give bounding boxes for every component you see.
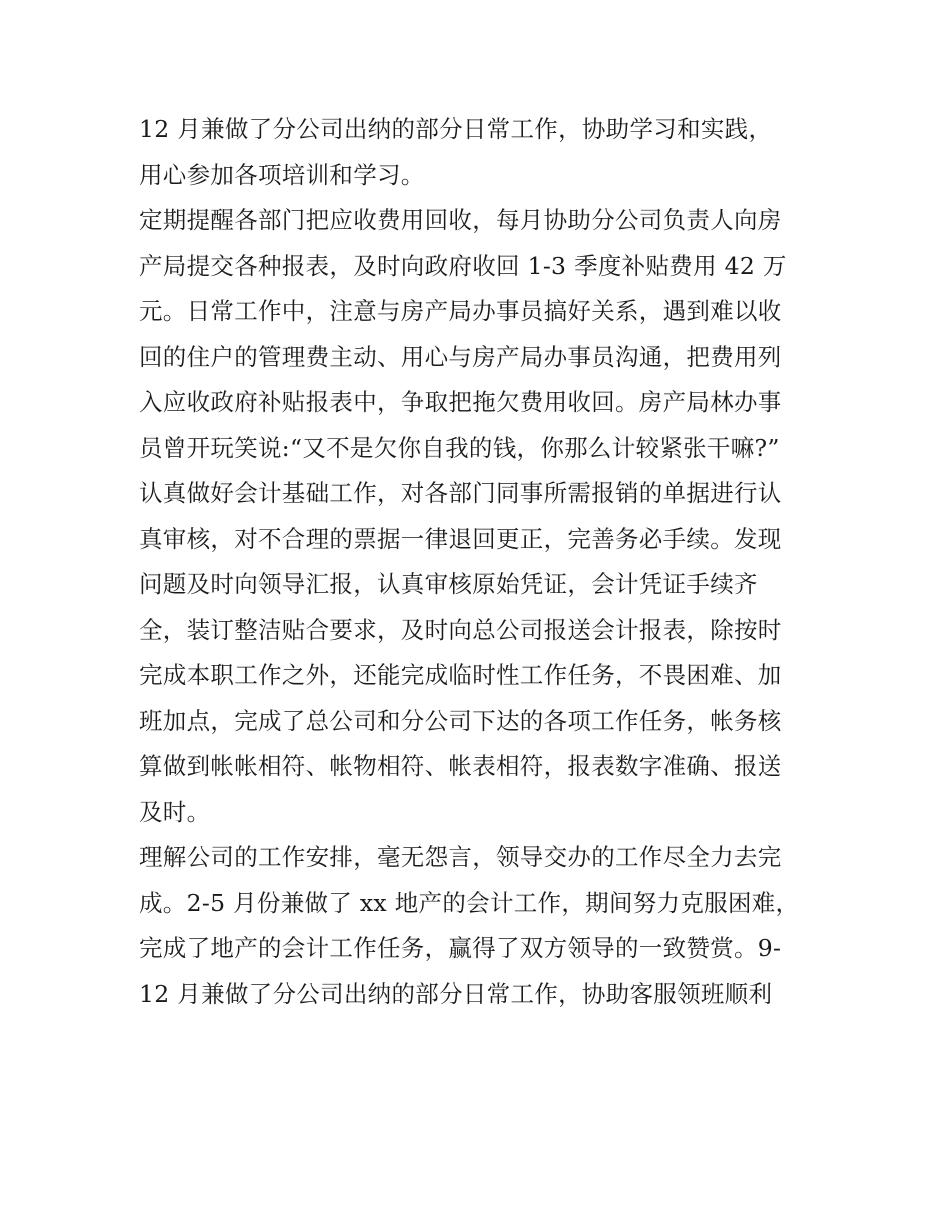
- text-line: 算做到帐帐相符、帐物相符、帐表相符，报表数字准确、报送: [139, 752, 782, 780]
- text-line: 12 月兼做了分公司出纳的部分日常工作，协助客服领班顺利: [139, 979, 773, 1008]
- text-line: 及时。: [139, 797, 211, 826]
- text-line: 真审核，对不合理的票据一律退回更正，完善务必手续。发现: [139, 524, 782, 553]
- document-body: [139, 107, 829, 1017]
- text-line: 成。2-5 月份兼做了 xx 地产的会计工作，期间努力克服困难，: [139, 888, 800, 917]
- text-line: 理解公司的工作安排，毫无怨言，领导交办的工作尽全力去完: [139, 843, 782, 871]
- text-line: 员曾开玩笑说:“又不是欠你自我的钱，你那么计较紧张干嘛?”: [139, 433, 780, 462]
- text-line: 定期提醒各部门把应收费用回收，每月协助分公司负责人向房: [139, 206, 782, 234]
- text-line: 12 月兼做了分公司出纳的部分日常工作，协助学习和实践，: [139, 115, 773, 143]
- text-line: 完成了地产的会计工作任务，赢得了双方领导的一致赞赏。9-: [139, 934, 782, 962]
- text-line: 产局提交各种报表，及时向政府收回 1-3 季度补贴费用 42 万: [139, 251, 787, 280]
- text-line: 回的住户的管理费主动、用心与房产局办事员沟通，把费用列: [139, 342, 782, 371]
- text-line: 问题及时向领导汇报，认真审核原始凭证，会计凭证手续齐: [139, 570, 758, 598]
- text-line: 认真做好会计基础工作，对各部门同事所需报销的单据进行认: [139, 479, 782, 507]
- text-line: 完成本职工作之外，还能完成临时性工作任务，不畏困难、加: [139, 661, 782, 689]
- text-line: 用心参加各项培训和学习。: [139, 160, 425, 189]
- text-line: 元。日常工作中，注意与房产局办事员搞好关系，遇到难以收: [139, 297, 782, 325]
- text-line: 班加点，完成了总公司和分公司下达的各项工作任务，帐务核: [139, 706, 782, 735]
- text-line: 全，装订整洁贴合要求，及时向总公司报送会计报表，除按时: [139, 615, 782, 644]
- text-line: 入应收政府补贴报表中，争取把拖欠费用收回。房产局林办事: [139, 388, 782, 416]
